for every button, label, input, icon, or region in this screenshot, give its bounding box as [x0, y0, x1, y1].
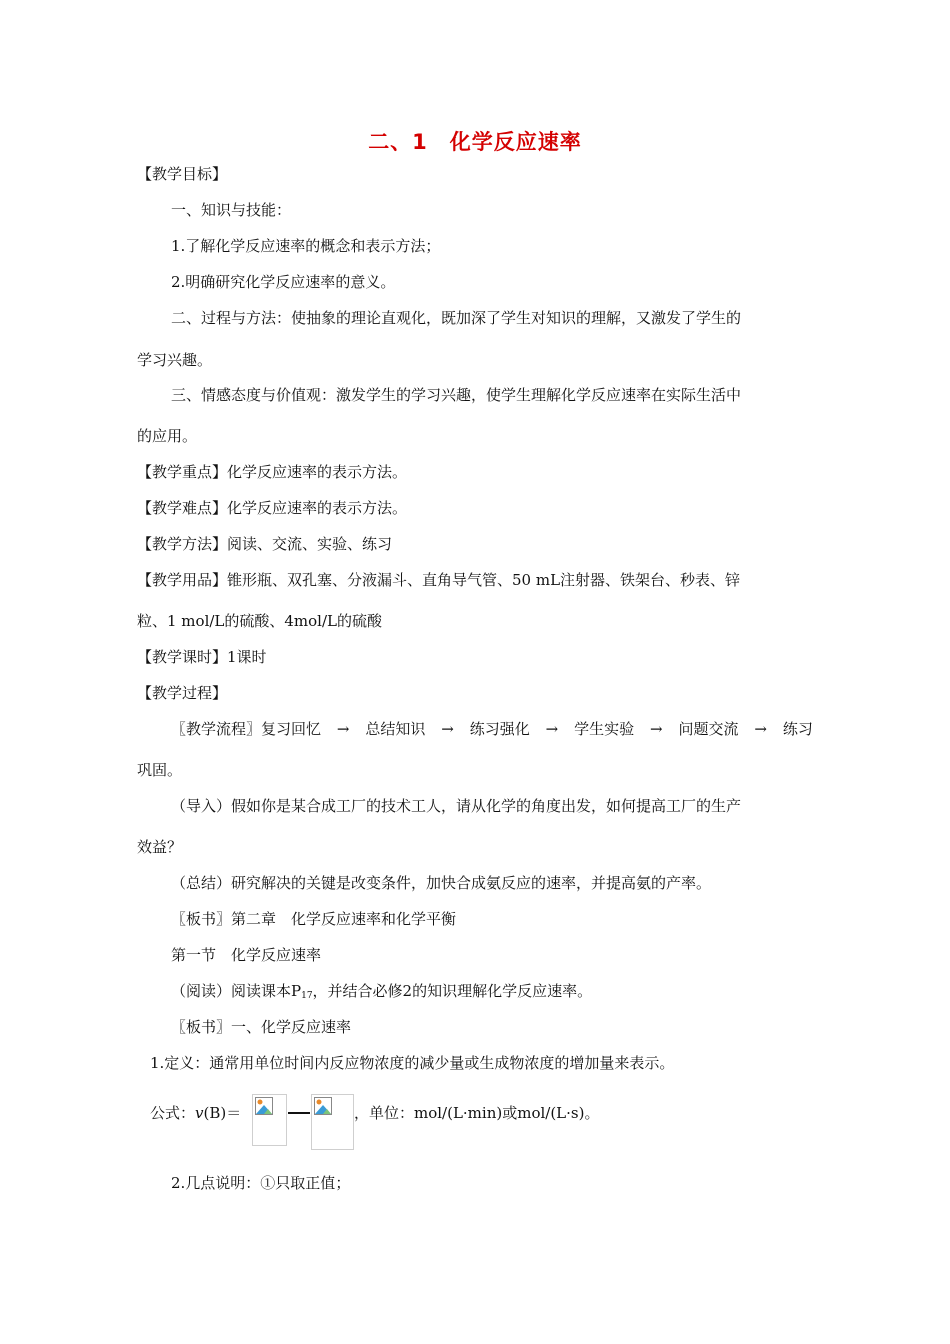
objectives-header: 【教学目标】	[137, 165, 228, 183]
definition-text: 1.定义：通常用单位时间内反应物浓度的减少量或生成物浓度的增加量来表示。	[150, 1054, 675, 1072]
velocity-symbol: v	[195, 1104, 204, 1122]
supplies-line-2: 粒、1 mol/L的硫酸、4mol/L的硫酸	[137, 612, 382, 630]
key-point: 【教学重点】化学反应速率的表示方法。	[137, 463, 408, 481]
flow-tail: 巩固。	[137, 761, 183, 779]
flow-step: 练习强化	[469, 720, 530, 738]
board-section: 〖板书〗一、化学反应速率	[171, 1018, 352, 1036]
knowledge-item-2: 2.明确研究化学反应速率的意义。	[171, 273, 396, 291]
teaching-flow	[171, 719, 813, 739]
flow-arrow: →	[441, 720, 454, 738]
supplies-line-1: 【教学用品】锥形瓶、双孔塞、分液漏斗、直角导气管、50 mL注射器、铁架台、秒表、锌	[137, 571, 741, 589]
process-method-line-2: 学习兴趣。	[137, 351, 213, 369]
flow-step: 学生实验	[574, 720, 635, 738]
teaching-method: 【教学方法】阅读、交流、实验、练习	[137, 535, 393, 553]
broken-image-icon	[255, 1097, 273, 1115]
knowledge-item-1: 1.了解化学反应速率的概念和表示方法；	[171, 237, 441, 255]
flow-arrow: →	[650, 720, 663, 738]
flow-label: 〖教学流程〗复习回忆	[171, 720, 322, 738]
broken-image-icon	[314, 1097, 332, 1115]
process-method-line-1: 二、过程与方法：使抽象的理论直观化，既加深了学生对知识的理解，又激发了学生的	[171, 309, 742, 327]
notes-text: 2.几点说明：①只取正值；	[171, 1174, 351, 1192]
formula-label: 公式：v(B)＝	[150, 1104, 242, 1122]
reading-prefix: （阅读）阅读课本P	[171, 982, 302, 1000]
numerator-image	[252, 1094, 287, 1146]
reading-suffix: ，并结合必修2的知识理解化学反应速率。	[312, 982, 593, 1000]
board-chapter: 〖板书〗第二章 化学反应速率和化学平衡	[171, 910, 457, 928]
knowledge-header: 一、知识与技能：	[171, 201, 292, 219]
flow-arrow: →	[336, 720, 350, 738]
section-title: 第一节 化学反应速率	[171, 946, 322, 964]
intro-line-1: （导入）假如你是某合成工厂的技术工人，请从化学的角度出发，如何提高工厂的生产	[171, 797, 742, 815]
flow-arrow: →	[545, 720, 559, 738]
flow-step: 问题交流	[678, 720, 739, 738]
class-hours: 【教学课时】1课时	[137, 648, 267, 666]
denominator-image	[311, 1094, 354, 1150]
flow-arrow: →	[754, 720, 767, 738]
summary-text: （总结）研究解决的关键是改变条件，加快合成氨反应的速率，并提高氨的产率。	[171, 874, 712, 892]
emotion-line-1: 三、情感态度与价值观：激发学生的学习兴趣，使学生理解化学反应速率在实际生活中	[171, 386, 742, 404]
minus-sign	[288, 1112, 310, 1114]
flow-step: 练习	[782, 720, 813, 738]
reading-text	[171, 981, 592, 1006]
emotion-line-2: 的应用。	[137, 427, 198, 445]
difficult-point: 【教学难点】化学反应速率的表示方法。	[137, 499, 408, 517]
intro-line-2: 效益？	[137, 838, 183, 856]
page-subscript: 17	[301, 991, 313, 1001]
process-header: 【教学过程】	[137, 684, 228, 702]
formula-unit: ，单位：mol/(L·min)或mol/(L·s)。	[354, 1104, 600, 1122]
page-title: 二、1 化学反应速率	[368, 130, 582, 154]
flow-step: 总结知识	[365, 720, 426, 738]
